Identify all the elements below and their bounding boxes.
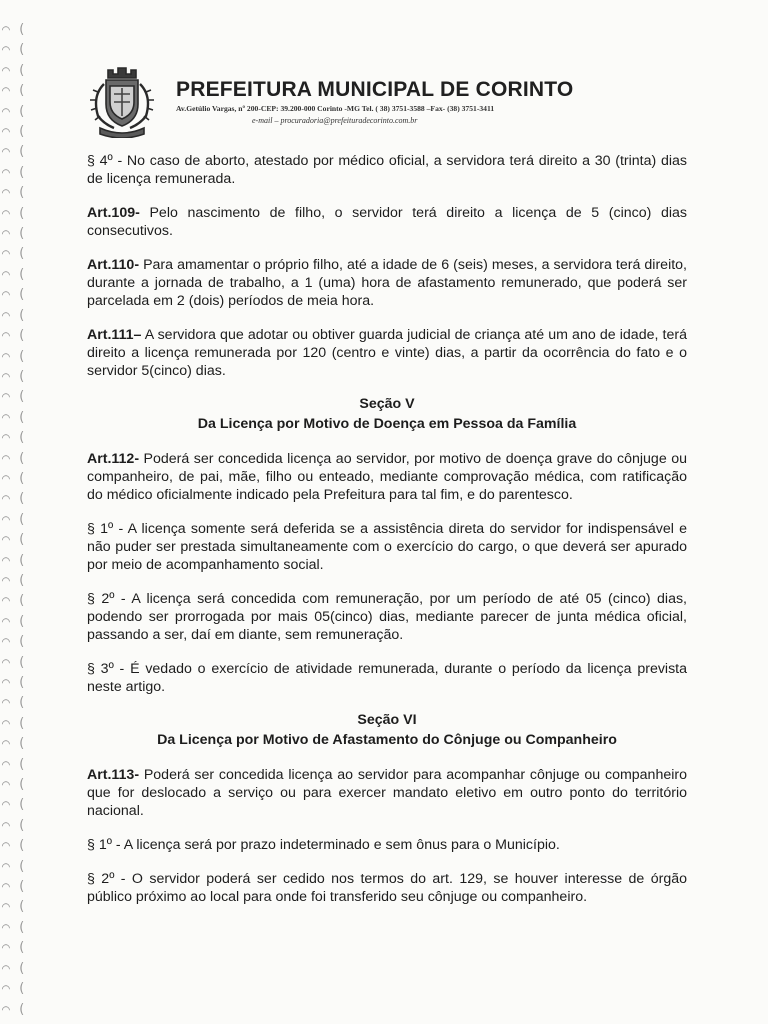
article-112-paragraph-3 [87, 660, 687, 696]
article-111 [87, 326, 687, 380]
article-113-paragraph-2 [87, 870, 687, 906]
section-vi-heading [87, 710, 687, 750]
article-112-paragraph-2 [87, 590, 687, 644]
paragraph-text: - A licença será por prazo indeterminado e sem ônus para o Município. [111, 837, 560, 853]
article-number: Art.113- [87, 767, 140, 783]
article-112-paragraph-1 [87, 520, 687, 574]
section-number: Seção V [359, 396, 415, 412]
paragraph-lead: § 2º [87, 871, 115, 887]
section-title: Da Licença por Motivo de Doença em Pessoa da Família [197, 416, 577, 432]
article-113-paragraph-1 [87, 836, 687, 854]
paragraph-text: - É vedado o exercício de atividade remunerada, durante o período da licença prevista neste artigo. [87, 661, 688, 695]
article-number: Art.111– [87, 327, 142, 343]
municipal-coat-of-arms-icon [86, 64, 158, 138]
paragraph-lead: § 2º [87, 591, 115, 607]
paragraph-lead: § 3º [87, 661, 114, 677]
paragraph-4-abortion [87, 152, 687, 188]
article-text: A servidora que adotar ou obtiver guarda judicial de criança até um ano de idade, terá direito a licença remunerada por 120 (centro e vinte) dias, a partir da ocorrência do fato e o servidor 5(cinco) dias. [87, 327, 687, 379]
section-number: Seção VI [357, 712, 417, 728]
paragraph-text: - A licença será concedida com remuneração, por um período de até 05 (cinco) dias, podendo ser prorrogada por mais 05(cinco) dias, mediante parecer de junta médica oficial, passando a ser, daí em diante, sem remuneração. [87, 591, 688, 643]
header-title: PREFEITURA MUNICIPAL DE CORINTO [176, 78, 574, 101]
article-text: Poderá ser concedida licença ao servidor, por motivo de doença grave do cônjuge ou companheiro, de pai, mãe, filho ou enteado, mediante comprovação médica, com ratificação do médico oficialmente indicado pela Prefeitura para tal fim, e do parentesco. [87, 451, 687, 503]
paragraph-lead: § 1º [87, 837, 112, 853]
paragraph-text: - O servidor poderá ser cedido nos termos do art. 129, se houver interesse de órgão público próximo ao local para onde foi transferido seu cônjuge ou companheiro. [87, 871, 687, 905]
document-body [87, 152, 687, 922]
article-number: Art.109- [87, 205, 140, 221]
section-v-heading [87, 394, 687, 434]
article-109 [87, 204, 687, 240]
article-113 [87, 766, 687, 820]
article-text: Poderá ser concedida licença ao servidor para acompanhar cônjuge ou companheiro que for deslocado a serviço ou para exercer mandato eletivo em outro ponto do território nacional. [87, 767, 687, 819]
header-address: Av.Getúlio Vargas, nº 200-CEP: 39.200-000 Corinto -MG Tel. ( 38) 3751-3588 –Fax- (38) 3751-3411 [176, 104, 495, 113]
paragraph-text: - No caso de aborto, atestado por médico oficial, a servidora terá direito a 30 (trinta) dias de licença remunerada. [87, 153, 688, 187]
article-number: Art.112- [87, 451, 140, 467]
paragraph-text: - A licença somente será deferida se a assistência direta do servidor for indispensável e não puder ser prestada simultaneamente com o exercício do cargo, o que deverá ser apurado por meio de acompanhamento social. [87, 521, 687, 573]
article-text: Para amamentar o próprio filho, até a idade de 6 (seis) meses, a servidora terá direito, durante a jornada de trabalho, a 1 (uma) hora de afastamento remunerado, que poderá ser parcelada em 2 (dois) períodos de meia hora. [87, 257, 687, 309]
header-email: e-mail – procuradoria@prefeituradecorinto.com.br [252, 116, 418, 125]
article-text: Pelo nascimento de filho, o servidor terá direito a licença de 5 (cinco) dias consecutivos. [87, 205, 687, 239]
article-number: Art.110- [87, 257, 140, 273]
paragraph-lead: § 4º [87, 153, 113, 169]
article-112 [87, 450, 687, 504]
section-title: Da Licença por Motivo de Afastamento do Cônjuge ou Companheiro [157, 732, 617, 748]
article-110 [87, 256, 687, 310]
paragraph-lead: § 1º [87, 521, 114, 537]
binding-margin-marks: ⌒ ( ⌒ ( ⌒ ( ⌒ ( ⌒ ( ⌒ ( ⌒ ( ⌒ ( ⌒ ( ⌒ ( ⌒ ( ⌒ ( ⌒ ( ⌒ ( ⌒ ( ⌒ ( ⌒ ( ⌒ ( ⌒ ( ⌒ ( ⌒ ( ⌒ ( ⌒ ( ⌒ ( ⌒ ( ⌒ ( ⌒ ( ⌒ ( ⌒ ( ⌒ ( ⌒ ( ⌒ ( ⌒ ( ⌒ ( ⌒ ( ⌒ ( ⌒ ( ⌒ ( ⌒ ( ⌒ ( ⌒ ( ⌒ ( ⌒ ( ⌒ ( ⌒ ( ⌒ ( ⌒ ( ⌒ ( ⌒ ( [2, 22, 26, 1017]
